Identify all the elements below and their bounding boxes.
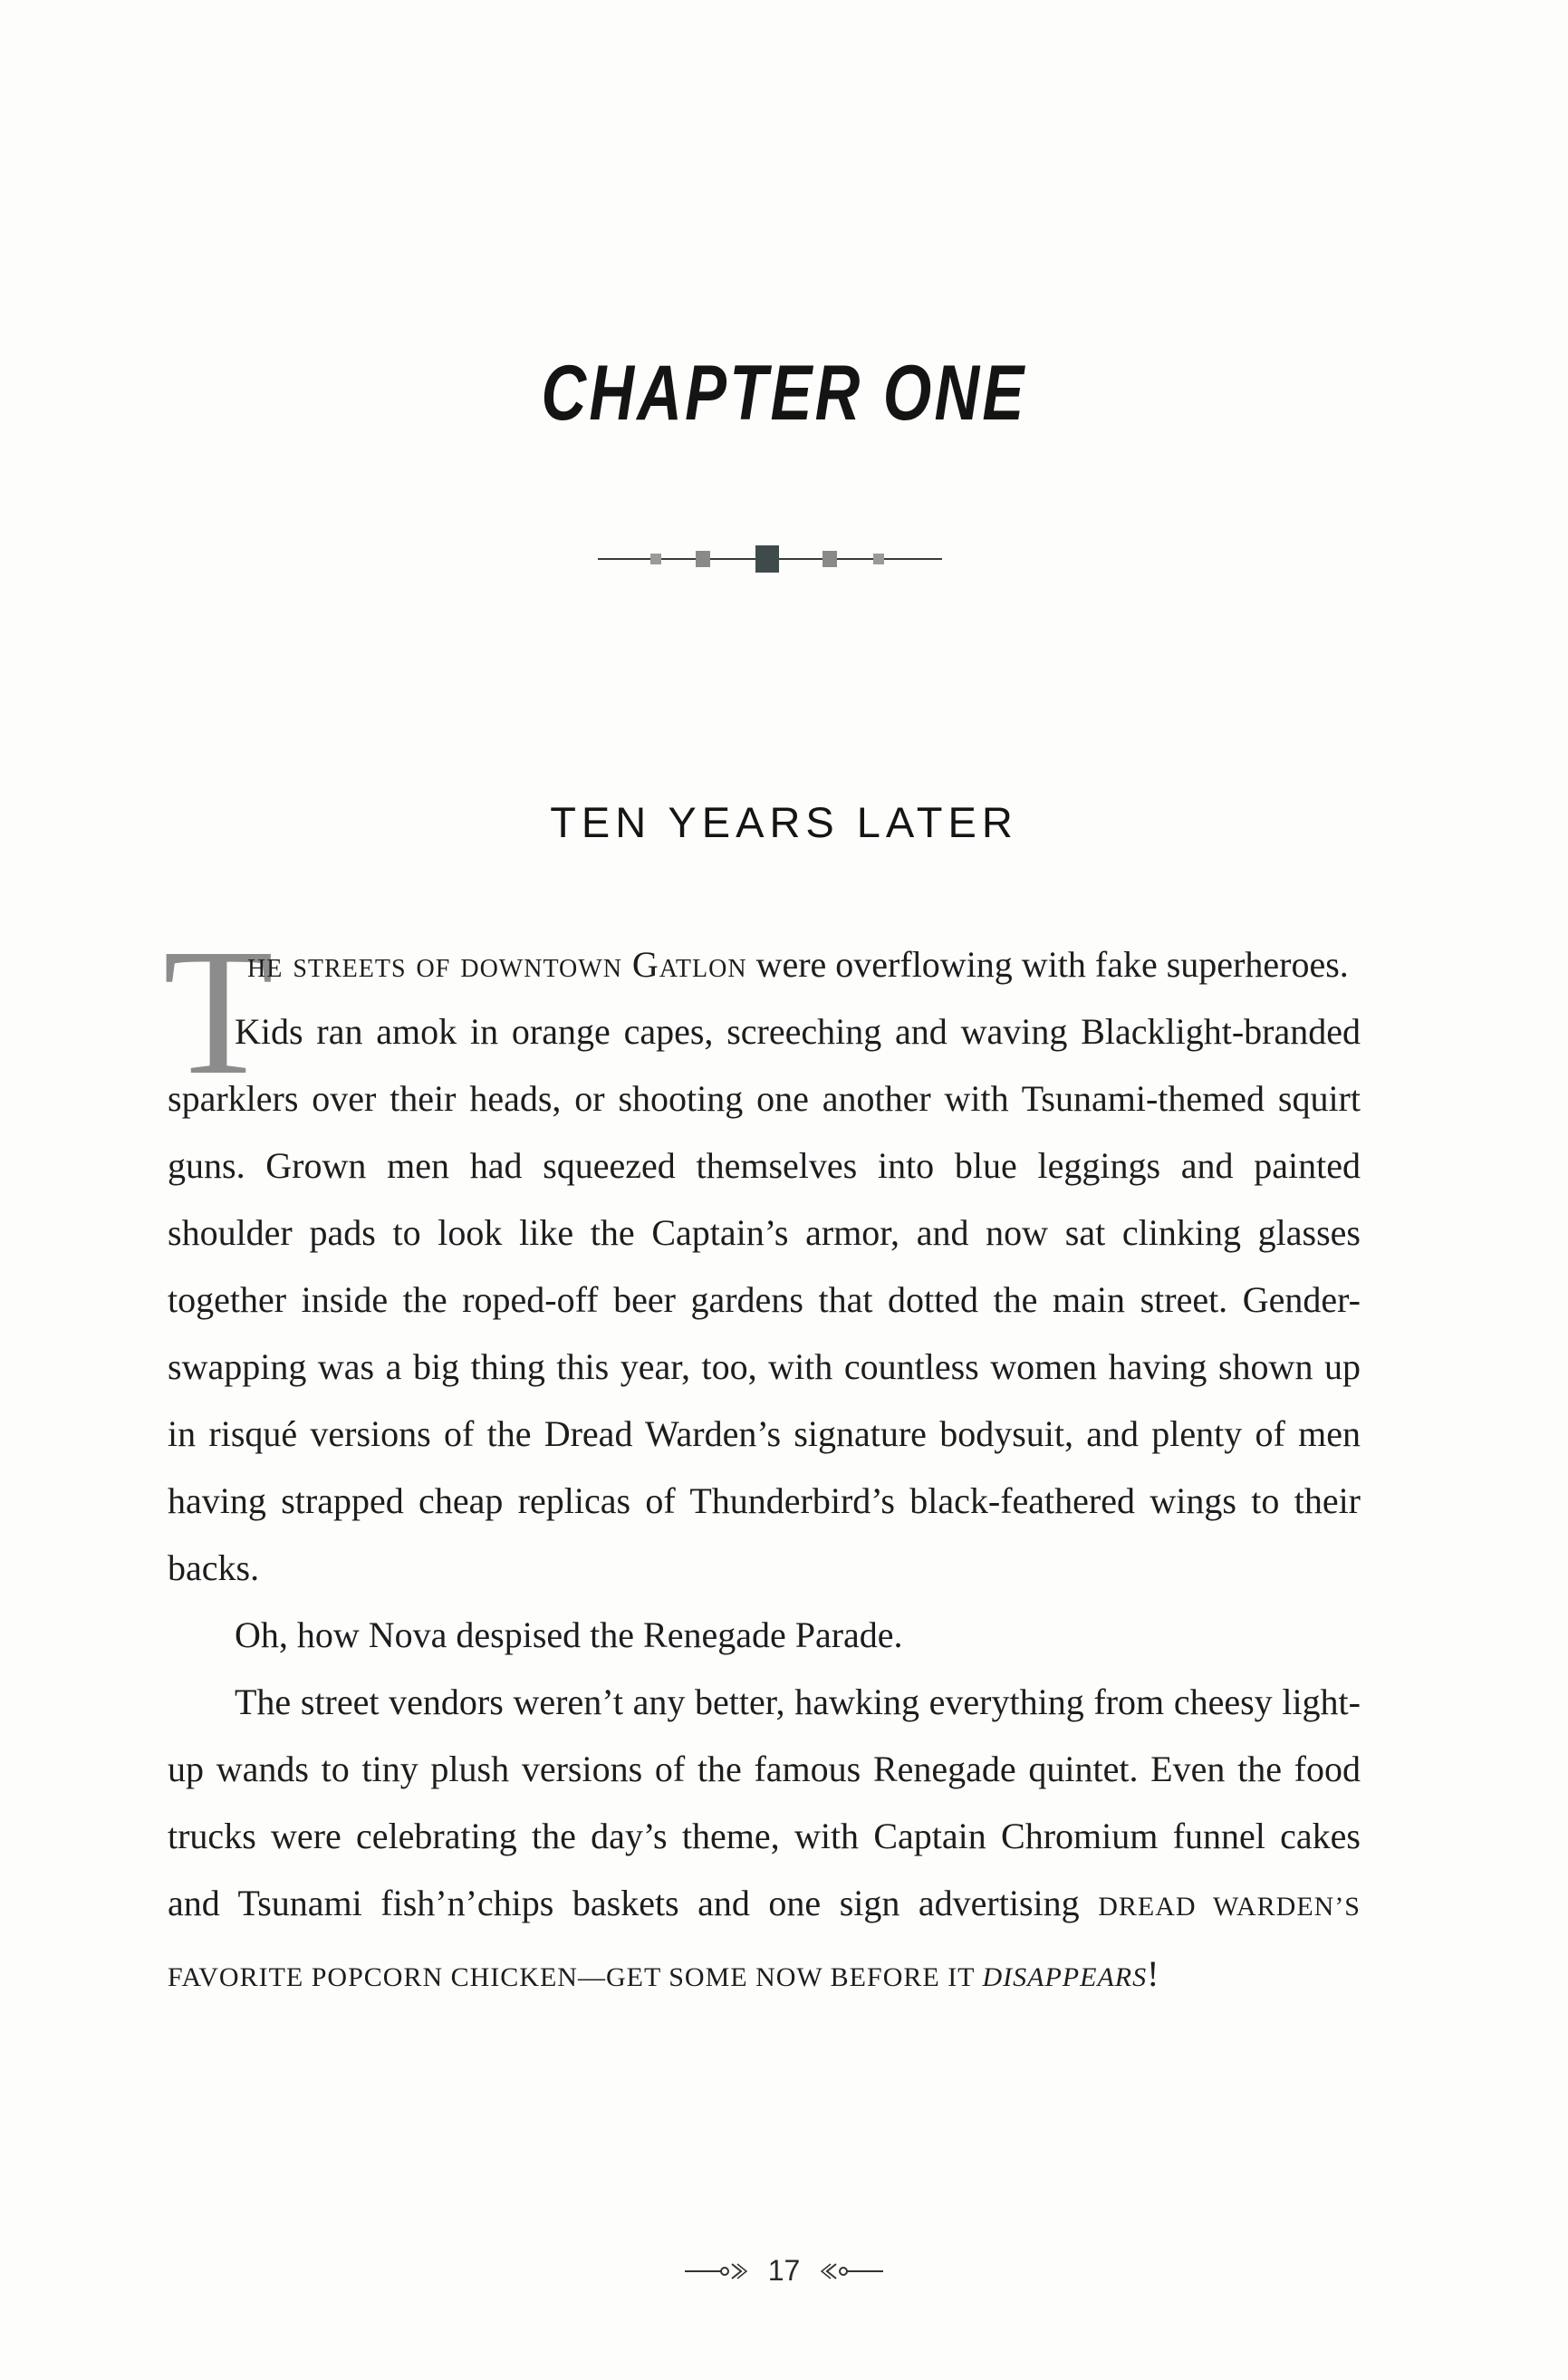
drop-cap: T [163,912,274,1113]
paragraph-4 [168,1669,1361,2011]
sign-exclamation: ! [1147,1953,1159,1994]
page-footer [0,2254,1568,2288]
body-text [168,931,1361,2011]
opening-smallcaps: he streets of downtown [247,944,632,985]
sign-text-italic: DISAPPEARS [982,1962,1148,1992]
sign-text: DREAD WARDEN’S FAVORITE POPCORN CHICKEN—GET SOME NOW BEFORE IT [168,1892,1361,1992]
left-flourish-icon [685,2260,748,2282]
chapter-subtitle: TEN YEARS LATER [550,798,1018,846]
paragraph-1-rest: were overflowing with fake superheroes. [746,944,1349,985]
right-flourish-icon [820,2260,883,2282]
paragraph-1 [168,931,1361,998]
paragraph-3: Oh, how Nova despised the Renegade Parade. [235,1614,903,1655]
square-chain-ornament-icon [598,544,942,574]
paragraph-4-text: The street vendors weren’t any better, hawking everything from cheesy light-up wands to tiny plush versions of the famous Renegade quintet. Even the food trucks were celebrating the day’s theme, with Captain Chromium funnel cakes and Tsunami fish’n’chips baskets and one sign advertising [168,1681,1361,1923]
chapter-title: CHAPTER ONE [541,350,1027,437]
page-number: 17 [767,2254,801,2287]
opening-smallcaps-city: Gatlon [631,944,747,985]
paragraph-2: Kids ran amok in orange capes, screeching and waving Blacklight-branded sparklers over their heads, or shooting one another with Tsunami-themed squirt guns. Grown men had squeezed themselves into blue leggings and painted shoulder pads to look like the Captain’s armor, and now sat clinking glasses together inside the roped-off beer gardens that dotted the main street. Gender-swapping was a big thing this year, too, with countless women having shown up in risqué versions of the Dread Warden’s signature bodysuit, and plenty of men having strapped cheap replicas of Thunderbird’s black-feathered wings to their backs. [168,1011,1361,1588]
